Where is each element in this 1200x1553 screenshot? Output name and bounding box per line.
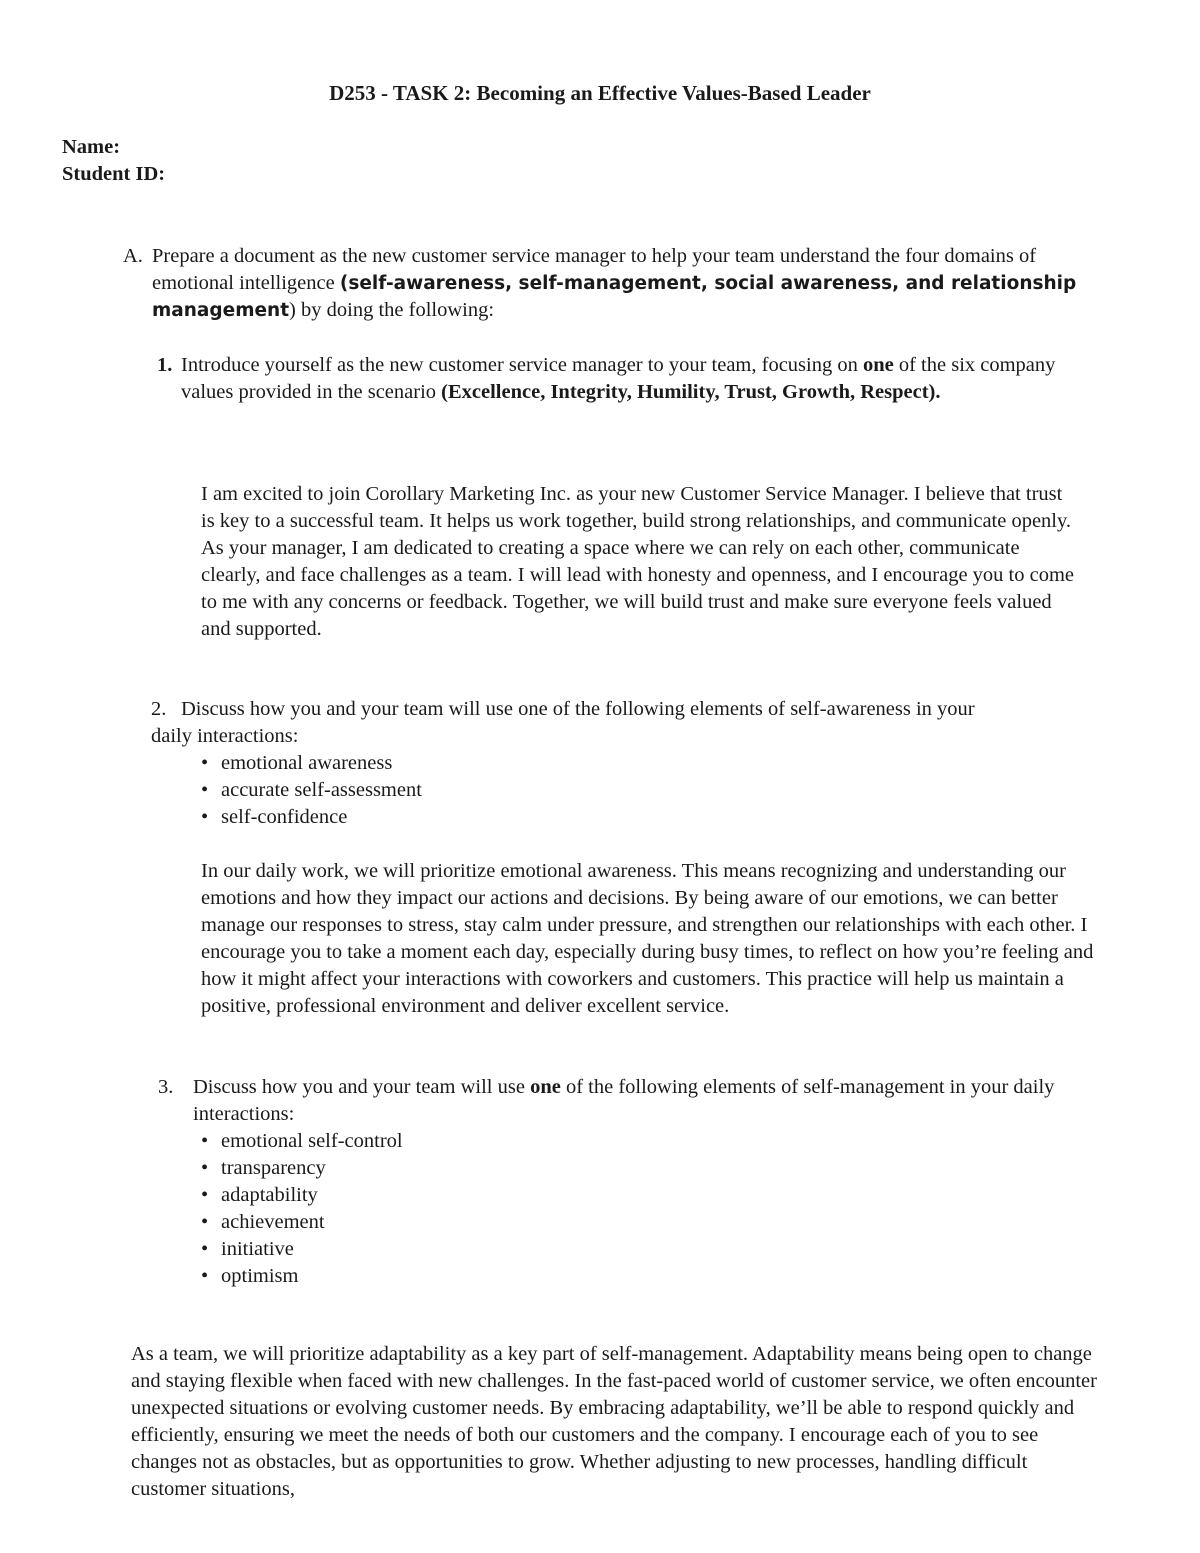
list-item: [201, 777, 422, 804]
list-item-label: initiative: [221, 1238, 294, 1260]
item-3-one: one: [530, 1076, 561, 1098]
list-item: [201, 1209, 403, 1236]
bullet-icon: •: [201, 1157, 209, 1179]
bullet-icon: •: [201, 1265, 209, 1287]
item-1-text-middle: of the six company values provided in the scenario: [181, 354, 1056, 403]
item-3-prompt: [193, 1074, 1098, 1128]
item-1: [157, 352, 1097, 406]
section-a-marker: A.: [123, 245, 143, 267]
student-info: [62, 134, 165, 188]
list-item-label: adaptability: [221, 1184, 318, 1206]
bullet-icon: •: [201, 1184, 209, 1206]
list-item: [201, 1236, 403, 1263]
item-3-bullets: [201, 1128, 403, 1290]
item-2-prompt-cont: daily interactions:: [151, 725, 299, 747]
list-item-label: optimism: [221, 1265, 299, 1287]
item-1-text-before: Introduce yourself as the new customer service manager to your team, focusing on: [181, 354, 863, 376]
bullet-icon: •: [201, 1130, 209, 1152]
section-a-text-before: Prepare a document as the new customer service manager to help your team understand the four domains of emotional intelligence: [152, 245, 1037, 294]
item-3-text-before: Discuss how you and your team will use: [193, 1076, 531, 1098]
item-3-text-after: of the following elements of self-management in your daily interactions:: [193, 1076, 1055, 1125]
section-a: [123, 243, 1083, 324]
section-a-domains: (self-awareness, self-management, social awareness, and relationship management: [152, 273, 1077, 321]
item-2-prompt-first: Discuss how you and your team will use one of the following elements of self-awareness in your: [181, 698, 975, 720]
list-item-label: emotional self-control: [221, 1130, 403, 1152]
item-2-answer: In our daily work, we will prioritize emotional awareness. This means recognizing and understanding our emotions and how they impact our actions and decisions. By being aware of our emotions, we can better manage our responses to stress, stay calm under pressure, and strengthen our relationships with each other. I encourage you to take a moment each day, especially during busy times, to reflect on how you’re feeling and how it might affect your interactions with coworkers and customers. This practice will help us maintain a positive, professional environment and deliver excellent service.: [201, 860, 1094, 1017]
item-3-answer: As a team, we will prioritize adaptability as a key part of self-management. Adaptability means being open to change and staying flexible when faced with new challenges. In the fast-paced world of customer service, we often encounter unexpected situations or evolving customer needs. By embracing adaptability, we’ll be able to respond quickly and efficiently, ensuring we meet the needs of both our customers and the company. I encourage each of you to see changes not as obstacles, but as opportunities to grow. Whether adjusting to new processes, handling difficult customer situations,: [131, 1343, 1097, 1500]
list-item-label: self-confidence: [221, 806, 348, 828]
item-1-marker: 1.: [157, 354, 173, 376]
bullet-icon: •: [201, 1211, 209, 1233]
section-a-text-after: ) by doing the following:: [289, 299, 495, 321]
list-item-label: achievement: [221, 1211, 325, 1233]
student-id-label: Student ID:: [62, 163, 166, 185]
list-item-label: emotional awareness: [221, 752, 393, 774]
bullet-icon: •: [201, 779, 209, 801]
item-2: [151, 696, 1101, 750]
list-item: [201, 1182, 403, 1209]
name-label: Name:: [62, 136, 121, 158]
list-item: [201, 1263, 403, 1290]
item-3: [158, 1074, 1098, 1128]
item-2-bullets: [201, 750, 422, 831]
list-item: [201, 1155, 403, 1182]
document-title: D253 - TASK 2: Becoming an Effective Values-Based Leader: [329, 81, 871, 105]
item-1-prompt: [181, 352, 1097, 406]
section-a-prompt: [152, 243, 1083, 324]
item-3-marker: 3.: [158, 1076, 174, 1098]
bullet-icon: •: [201, 752, 209, 774]
bullet-icon: •: [201, 1238, 209, 1260]
list-item-label: transparency: [221, 1157, 326, 1179]
bullet-icon: •: [201, 806, 209, 828]
item-1-one: one: [862, 354, 894, 376]
list-item-label: accurate self-assessment: [221, 779, 422, 801]
item-1-answer: I am excited to join Corollary Marketing Inc. as your new Customer Service Manager. I believe that trust is key to a successful team. It helps us work together, build strong relationships, and communicate openly. As your manager, I am dedicated to creating a space where we can rely on each other, communicate clearly, and face challenges as a team. I will lead with honesty and openness, and I encourage you to come to me with any concerns or feedback. Together, we will build trust and make sure everyone feels valued and supported.: [201, 483, 1075, 640]
list-item: [201, 804, 422, 831]
list-item: [201, 750, 422, 777]
item-2-marker: 2.: [151, 698, 167, 720]
item-1-values: (Excellence, Integrity, Humility, Trust, Growth, Respect).: [441, 381, 941, 403]
list-item: [201, 1128, 403, 1155]
